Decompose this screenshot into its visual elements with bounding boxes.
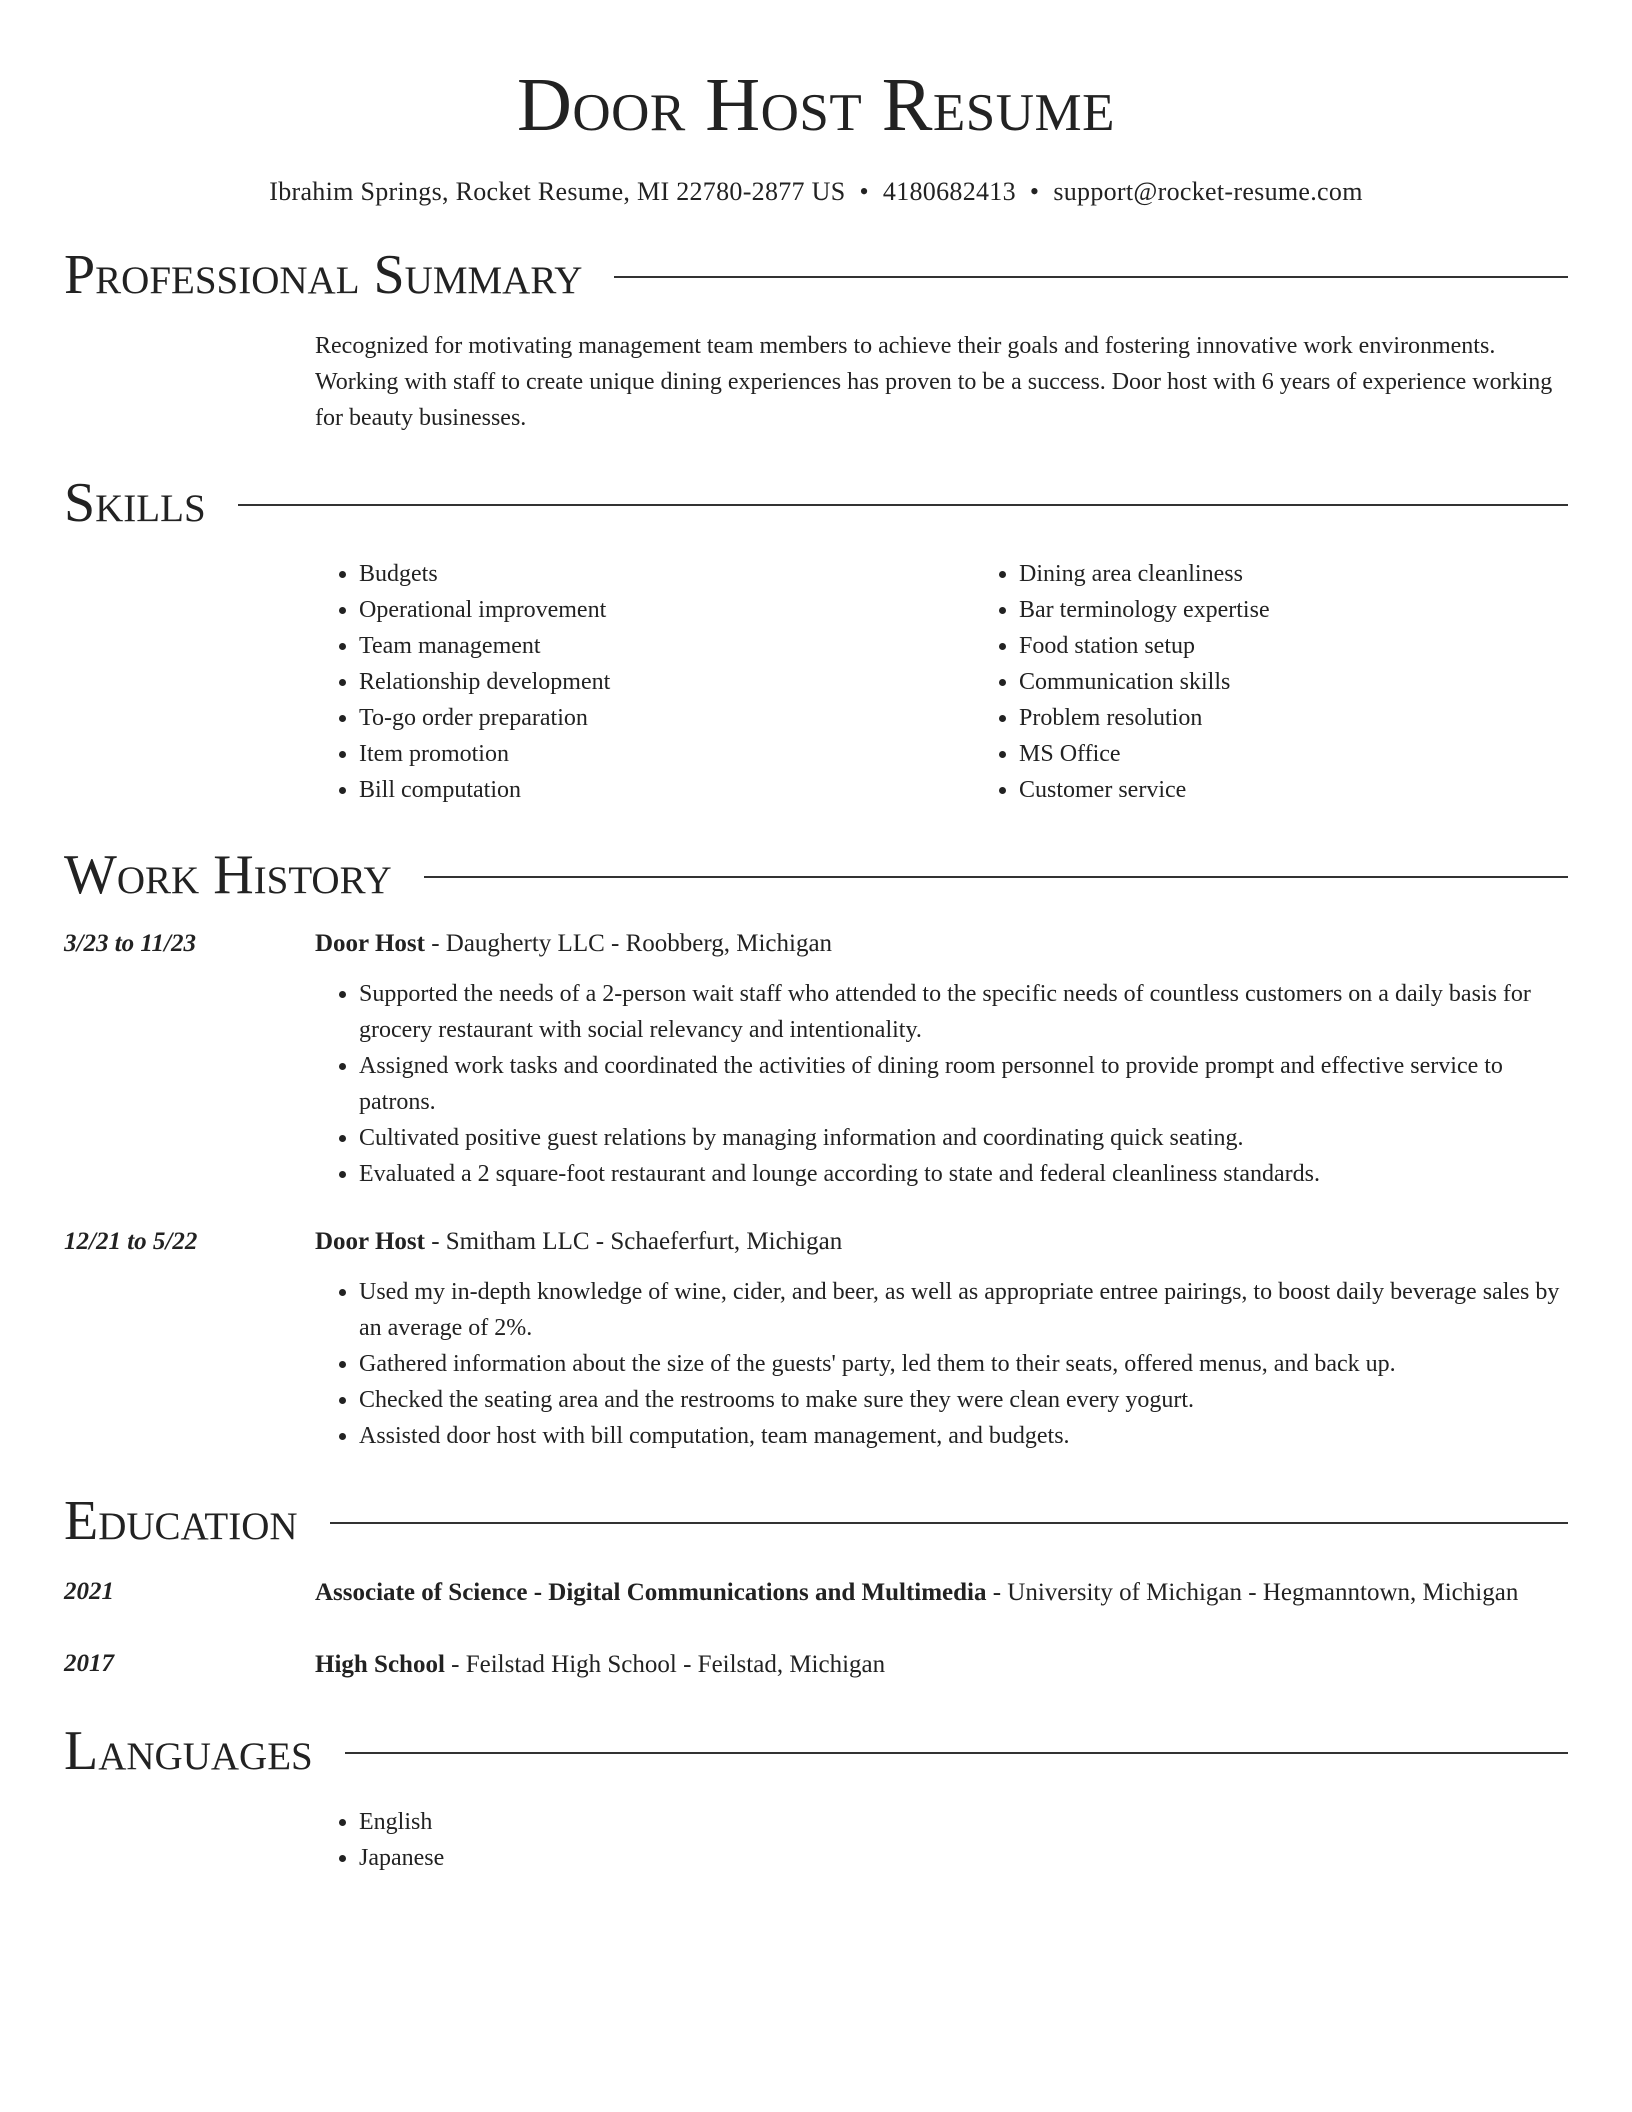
job-title: Door Host — [315, 930, 425, 957]
job-bullet: • Assigned work tasks and coordinated the activities of dining room personnel to provide prompt and effective service to patrons. — [359, 1048, 1568, 1120]
skill-item: • Customer service — [1019, 772, 1632, 808]
languages-section — [64, 1804, 1568, 1876]
summary-section — [64, 328, 1568, 436]
skill-item: • Relationship development — [359, 664, 975, 700]
work-heading: Work History — [64, 844, 392, 906]
job-bullet: • Used my in-depth knowledge of wine, cider, and beer, as well as appropriate entree pairings, to boost daily beverage sales by an average of 2%. — [359, 1274, 1568, 1346]
languages-body — [315, 1804, 1568, 1876]
section-divider — [614, 276, 1568, 278]
section-divider — [238, 504, 1568, 506]
job-dates: 3/23 to 11/23 — [64, 930, 196, 957]
skills-section — [64, 556, 1568, 808]
skill-item: • MS Office — [1019, 736, 1632, 772]
job-employer: - Smitham LLC - Schaeferfurt, Michigan — [424, 1228, 843, 1255]
skill-item: • Budgets — [359, 556, 975, 592]
education-year: 2021 — [64, 1578, 114, 1605]
skill-item: • Problem resolution — [1019, 700, 1632, 736]
skill-item: • Bar terminology expertise — [1019, 592, 1632, 628]
job-title-line — [315, 926, 1568, 962]
contact-address: Ibrahim Springs, Rocket Resume, MI 22780-2877 US — [269, 177, 846, 206]
skill-item: • Communication skills — [1019, 664, 1632, 700]
contact-phone: 4180682413 — [882, 177, 1016, 206]
contact-email: support@rocket-resume.com — [1053, 177, 1363, 206]
summary-heading: Professional Summary — [64, 244, 583, 306]
skills-section-header — [64, 470, 1568, 536]
languages-section-header — [64, 1718, 1568, 1784]
summary-text: Recognized for motivating management team members to achieve their goals and fostering innovative work environments. Working with staff to create unique dining experiences has proven to be a success. Door host with 6 years of experience working for beauty businesses. — [315, 333, 1553, 431]
contact-separator: • — [1029, 177, 1040, 206]
skills-list-right — [975, 556, 1632, 808]
education-section-header — [64, 1488, 1568, 1554]
language-item: • English — [359, 1804, 1568, 1840]
job-title: Door Host — [315, 1228, 425, 1255]
skill-item: • Team management — [359, 628, 975, 664]
job-entry — [64, 1224, 1568, 1454]
job-title-line — [315, 1224, 1568, 1260]
work-section-header — [64, 842, 1568, 908]
skills-list-left — [315, 556, 975, 808]
education-body — [315, 1574, 1568, 1612]
language-item: • Japanese — [359, 1840, 1568, 1876]
skill-item: • Bill computation — [359, 772, 975, 808]
job-bullet: • Cultivated positive guest relations by managing information and coordinating quick seating. — [359, 1120, 1568, 1156]
languages-left-gutter — [64, 1804, 315, 1876]
section-divider — [424, 876, 1568, 878]
job-body — [315, 1224, 1568, 1454]
languages-list — [315, 1804, 1568, 1876]
resume-page — [64, 0, 1568, 1876]
skill-item: • Food station setup — [1019, 628, 1632, 664]
job-bullets — [315, 976, 1568, 1192]
education-year: 2017 — [64, 1650, 114, 1677]
contact-separator: • — [859, 177, 869, 206]
job-bullet: • Gathered information about the size of the guests' party, led them to their seats, offered menus, and back up. — [359, 1346, 1568, 1382]
education-school: - Feilstad High School - Feilstad, Michigan — [444, 1651, 886, 1678]
skill-item: • Operational improvement — [359, 592, 975, 628]
section-divider — [330, 1522, 1568, 1524]
education-degree: High School — [315, 1651, 445, 1678]
skill-item: • To-go order preparation — [359, 700, 975, 736]
education-entry — [64, 1574, 1568, 1612]
job-dates: 12/21 to 5/22 — [64, 1228, 198, 1255]
skills-heading: Skills — [64, 472, 206, 534]
skill-item: • Dining area cleanliness — [1019, 556, 1632, 592]
languages-heading: Languages — [64, 1720, 313, 1782]
education-school: - University of Michigan - Hegmanntown, Michigan — [986, 1579, 1519, 1606]
skill-item: • Item promotion — [359, 736, 975, 772]
job-bullets — [315, 1274, 1568, 1454]
job-bullet: • Assisted door host with bill computation, team management, and budgets. — [359, 1418, 1568, 1454]
education-heading: Education — [64, 1490, 298, 1552]
job-bullet: • Checked the seating area and the restrooms to make sure they were clean every yogurt. — [359, 1382, 1568, 1418]
skills-columns — [315, 556, 1632, 808]
section-divider — [345, 1752, 1568, 1754]
education-body — [315, 1646, 1568, 1684]
contact-line — [64, 176, 1568, 208]
job-bullet: • Evaluated a 2 square-foot restaurant and lounge according to state and federal cleanliness standards. — [359, 1156, 1568, 1192]
job-body — [315, 926, 1568, 1192]
job-entry — [64, 926, 1568, 1192]
resume-title: Door Host Resume — [516, 63, 1116, 147]
education-degree: Associate of Science - Digital Communications and Multimedia — [315, 1579, 987, 1606]
summary-left-gutter — [64, 328, 315, 436]
job-employer: - Daugherty LLC - Roobberg, Michigan — [424, 930, 833, 957]
education-entry — [64, 1646, 1568, 1684]
job-bullet: • Supported the needs of a 2-person wait staff who attended to the specific needs of countless customers on a daily basis for grocery restaurant with social relevancy and intentionality. — [359, 976, 1568, 1048]
summary-section-header — [64, 242, 1568, 308]
skills-left-gutter — [64, 556, 315, 808]
